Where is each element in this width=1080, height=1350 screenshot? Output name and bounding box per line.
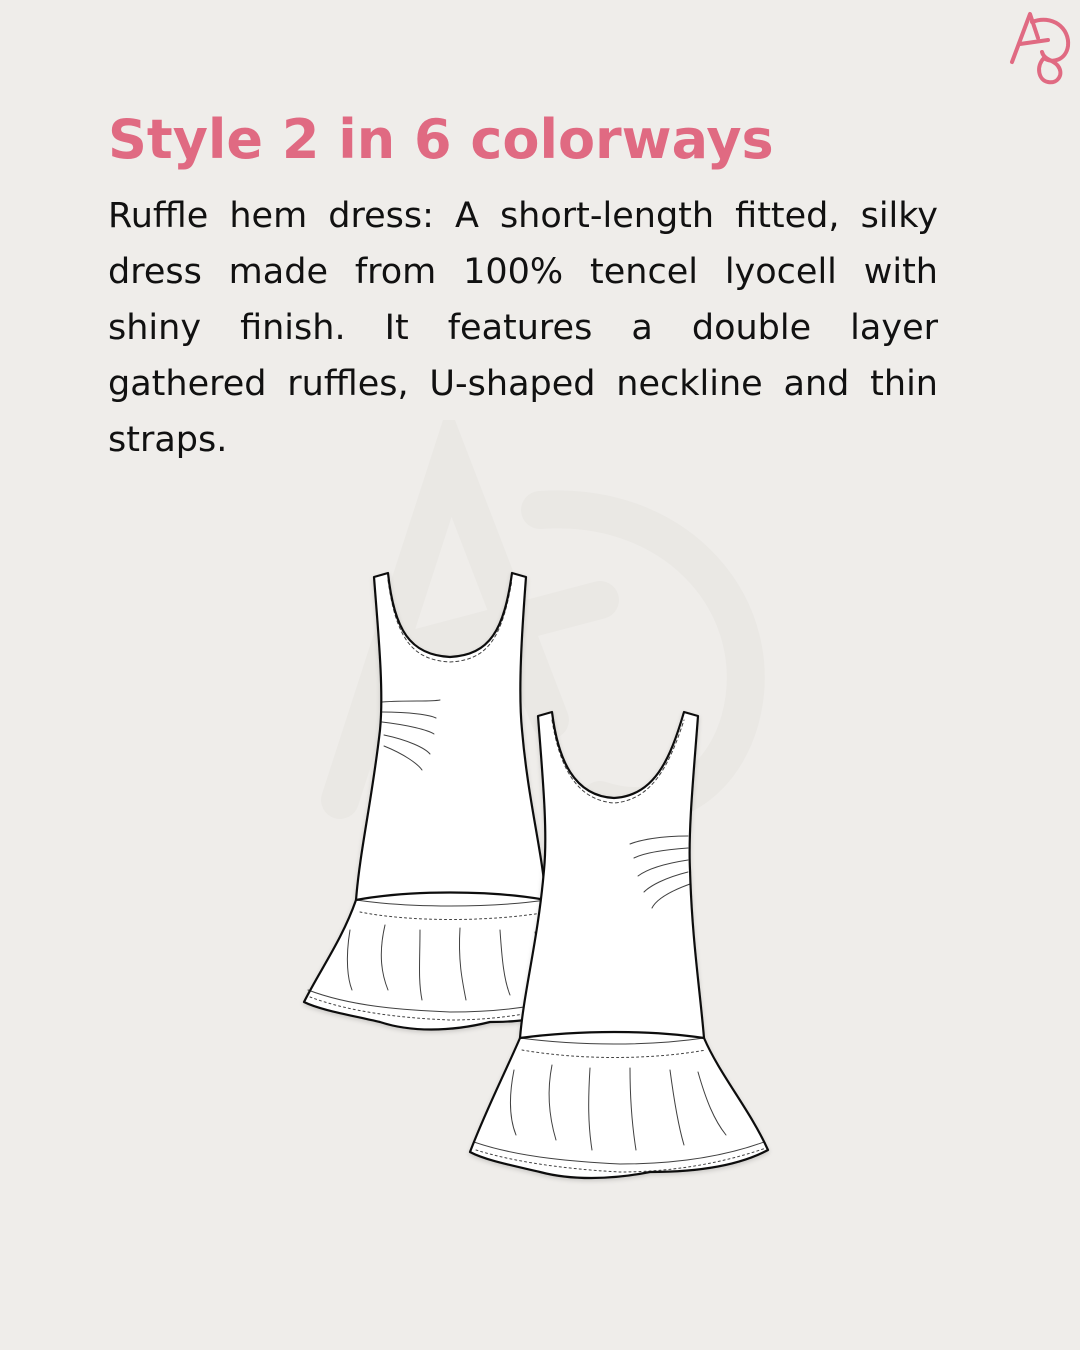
brand-monogram-icon bbox=[1008, 8, 1074, 86]
dress-flat-sketches bbox=[290, 560, 790, 1200]
product-description: Ruffle hem dress: A short-length fitted, silky dress made from 100% tencel lyocell with shiny finish. It features a double layer gathered ruffles, U-shaped neckline and thin straps. bbox=[108, 196, 938, 460]
page-title: Style 2 in 6 colorways bbox=[108, 108, 774, 171]
